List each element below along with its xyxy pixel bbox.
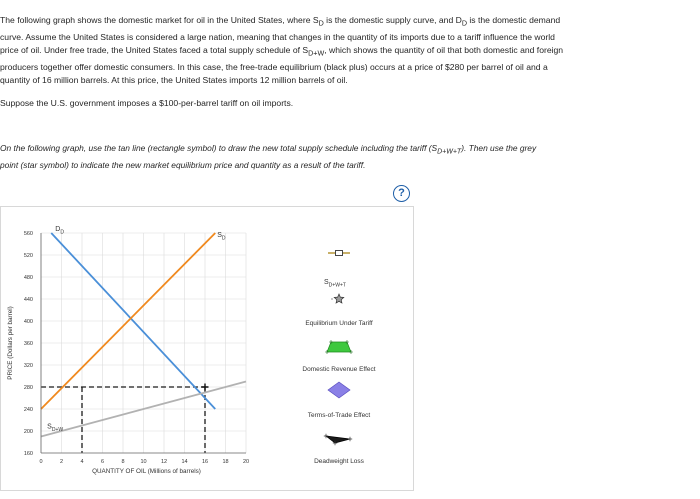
y-tick-label: 320 (23, 363, 33, 369)
x-tick-label: 4 (80, 459, 84, 465)
y-tick-label: 280 (23, 385, 33, 391)
supply-demand-chart[interactable] (1, 207, 413, 490)
x-tick-label: 14 (181, 459, 188, 465)
y-tick-label: 400 (23, 319, 33, 325)
y-tick-label: 520 (23, 253, 33, 259)
equilibrium-under-tariff-label: Equilibrium Under Tariff (305, 320, 373, 327)
x-tick-label: 2 (59, 459, 64, 465)
y-tick-label: 360 (23, 341, 33, 347)
terms-of-trade-effect-label: Terms-of-Trade Effect (307, 412, 371, 419)
total-supply-label: $S_{D+W}$ (47, 423, 64, 433)
y-tick-label: 160 (23, 451, 33, 457)
green-trapezoid-icon[interactable] (327, 342, 351, 352)
x-tick-label: 18 (222, 459, 229, 465)
black-triangle-icon[interactable] (326, 436, 350, 443)
free-trade-equilibrium-marker[interactable] (202, 384, 209, 391)
y-tick-label: 240 (23, 407, 33, 413)
y-axis-title: PRICE (Dollars per barrel) (7, 306, 14, 380)
y-tick-label: 440 (23, 297, 33, 303)
y-tick-label: 560 (23, 231, 33, 237)
x-tick-label: 10 (140, 459, 147, 465)
y-tick-label: 200 (23, 429, 33, 435)
x-tick-label: 8 (121, 459, 125, 465)
grid (41, 233, 246, 453)
deadweight-loss-label: Deadweight Loss (314, 458, 364, 465)
intro-text (0, 14, 640, 111)
x-tick-label: 16 (201, 459, 209, 465)
x-tick-label: 6 (100, 459, 105, 465)
intro-paragraph: The following graph shows the domestic market for oil in the United States, where $S_D$ is the domestic supply curve, and $D_D$ is the domestic demand curve. Assume the United States is considered a large nation, meaning that changes in the quantity of its imports due to a tariff influence the world price of oil. Under free trade, the United States faced a total supply schedule of $S_{D+W}$, which shows the quantity of oil that both domestic and foreign producers together offer domestic consumers. In this case, the free-trade equilibrium (black plus) occurs at a price of $280 per barrel of oil and a quantity of 16 million barrels. At this price, the United States imports 12 million barrels of oil. (0, 15, 564, 86)
graph-instructions: On the following graph, use the tan line (rectangle symbol) to draw the new total supply schedule including the tariff $(S_{D+W+T})$. Then use the grey point (star symbol) to indicate the new market equilibrium price and quantity as a result of the tariff. (0, 143, 537, 170)
demand-label: $D_D$ (55, 226, 64, 236)
domestic-revenue-effect-label: Domestic Revenue Effect (302, 366, 376, 373)
triangle-handle (348, 437, 352, 441)
tariff-supposition: Suppose the U.S. government imposes a $100-per-barrel tariff on oil imports. (0, 98, 294, 109)
x-axis-title: QUANTITY OF OIL (Millions of barrels) (92, 468, 201, 475)
tariff-supply-tool-label: $S_{D+W+T}$ (324, 279, 347, 289)
tan-rectangle-icon[interactable] (336, 251, 343, 256)
domestic-supply-label: $S_D$ (217, 232, 226, 242)
y-tick-label: 480 (23, 275, 33, 281)
grey-star-icon[interactable] (334, 294, 344, 303)
x-tick-label: 0 (39, 459, 43, 465)
help-icon[interactable]: ? (393, 185, 410, 202)
axes (7, 231, 249, 475)
legend-palette[interactable] (302, 251, 375, 466)
purple-diamond-icon[interactable] (328, 382, 350, 398)
x-tick-label: 20 (242, 459, 250, 465)
graph-panel (0, 206, 414, 491)
x-tick-label: 12 (160, 459, 168, 465)
